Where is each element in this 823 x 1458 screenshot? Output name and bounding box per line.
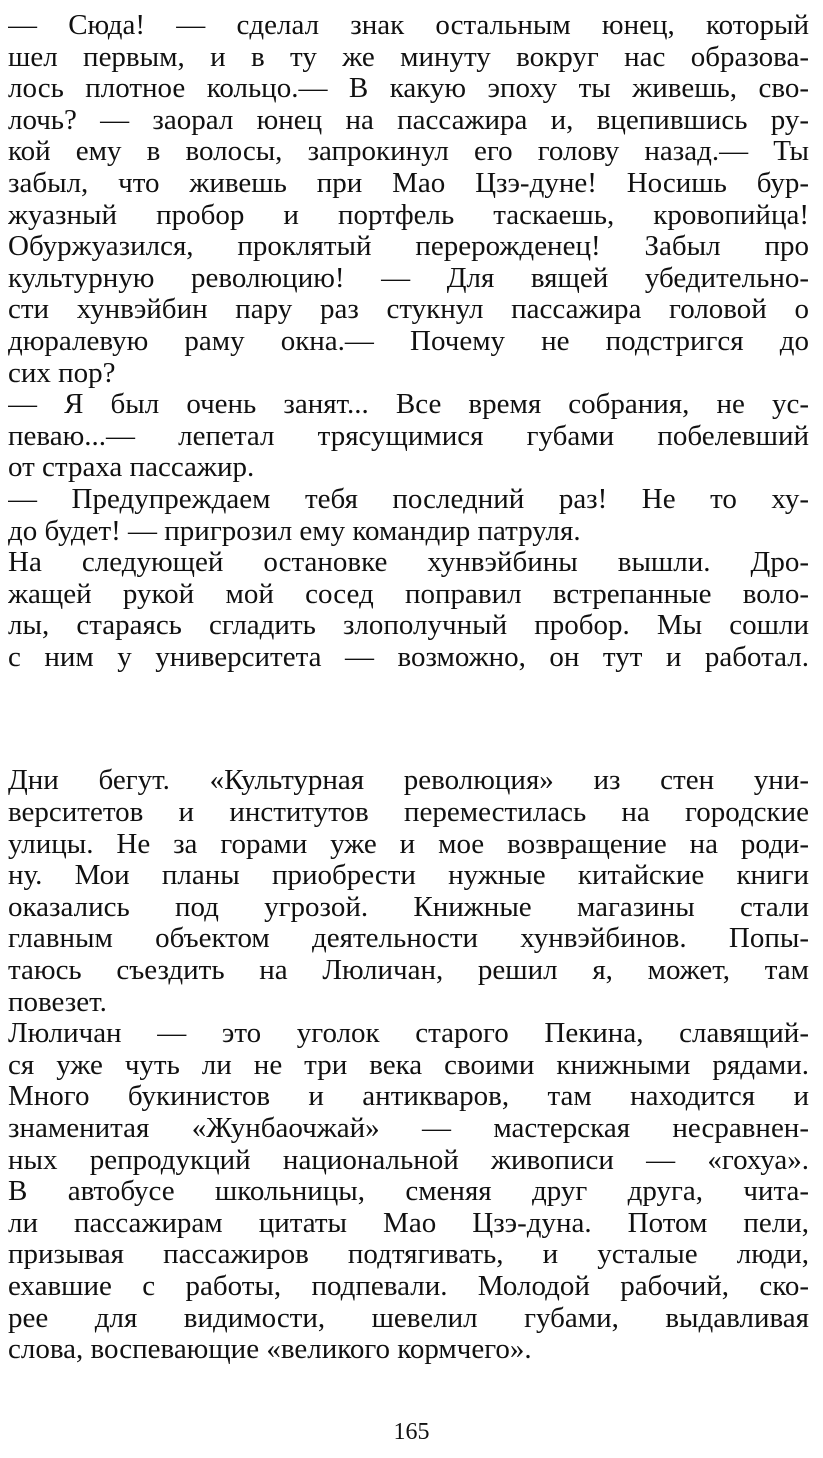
text-line: ли пассажирам цитаты Мао Цзэ-дуна. Потом пели, [8,1207,809,1239]
text-line: рее для видимости, шевелил губами, выдавливая [8,1302,809,1334]
text-line: дюралевую раму окна.— Почему не подстригся до [8,325,809,357]
text-line: культурную революцию! — Для вящей убедительно- [8,262,809,294]
text-line: таюсь съездить на Люличан, решил я, может, там [8,955,809,987]
text-line: слова, воспевающие «великого кормчего». [8,1334,532,1366]
text-line: до будет! — пригрозил ему командир патруля. [8,515,581,547]
text-line: ных репродукций национальной живописи — «гохуа». [8,1144,809,1176]
text-line: с ним у университета — возможно, он тут и работал. [8,641,809,673]
text-line: Обуржуазился, проклятый перерожденец! Забыл про [8,231,809,263]
text-line: ехавшие с работы, подпевали. Молодой рабочий, ско- [8,1270,809,1302]
text-line: На следующей остановке хунвэйбины вышли. Дро- [8,547,809,579]
text-line: — Сюда! — сделал знак остальным юнец, который [8,10,809,41]
text-line: — Я был очень занят... Все время собрания, не ус- [8,389,809,421]
text-line: оказались под угрозой. Книжные магазины стали [8,891,809,923]
text-line: призывая пассажиров подтягивать, и усталые люди, [8,1239,809,1271]
text-line: сти хунвэйбин пару раз стукнул пассажира головой о [8,294,809,326]
text-line: жуазный пробор и портфель таскаешь, кровопийца! [8,199,809,231]
text-line: главным объектом деятельности хунвэйбинов. Попы- [8,923,809,955]
text-line: певаю...— лепетал трясущимися губами побелевший [8,420,809,452]
text-line: — Предупреждаем тебя последний раз! Не то ху- [8,483,809,515]
text-line: Много букинистов и антикваров, там находится и [8,1081,809,1113]
text-line: ся уже чуть ли не три века своими книжными рядами. [8,1049,809,1081]
text-line: улицы. Не за горами уже и мое возвращение на роди- [8,828,809,860]
text-line: В автобусе школьницы, сменяя друг друга, чита- [8,1176,809,1208]
section-break [8,673,809,765]
text-line: верситетов и институтов переместилась на городские [8,797,809,829]
page-number: 165 [393,1419,430,1445]
text-section-2 [8,765,809,1365]
text-line: повезет. [8,986,107,1018]
text-line: лось плотное кольцо.— В какую эпоху ты живешь, сво- [8,73,809,105]
text-line: от страха пассажир. [8,452,255,484]
text-line: ну. Мои планы приобрести нужные китайские книги [8,860,809,892]
text-line: Люличан — это уголок старого Пекина, славящий- [8,1018,809,1050]
text-line: лы, стараясь сгладить злополучный пробор. Мы сошли [8,610,809,642]
text-line: лочь? — заорал юнец на пассажира и, вцепившись ру- [8,104,809,136]
text-line: забыл, что живешь при Мао Цзэ-дуне! Носишь бур- [8,167,809,199]
text-section-1 [8,10,809,673]
text-line: сих пор? [8,357,116,389]
text-line: знаменитая «Жунбаочжай» — мастерская несравнен- [8,1113,809,1144]
text-line: кой ему в волосы, запрокинул его голову назад.— Ты [8,136,809,168]
text-line: шел первым, и в ту же минуту вокруг нас образова- [8,41,809,73]
text-line: жащей рукой мой сосед поправил встрепанные воло- [8,578,809,610]
text-line: Дни бегут. «Культурная революция» из стен уни- [8,765,809,797]
